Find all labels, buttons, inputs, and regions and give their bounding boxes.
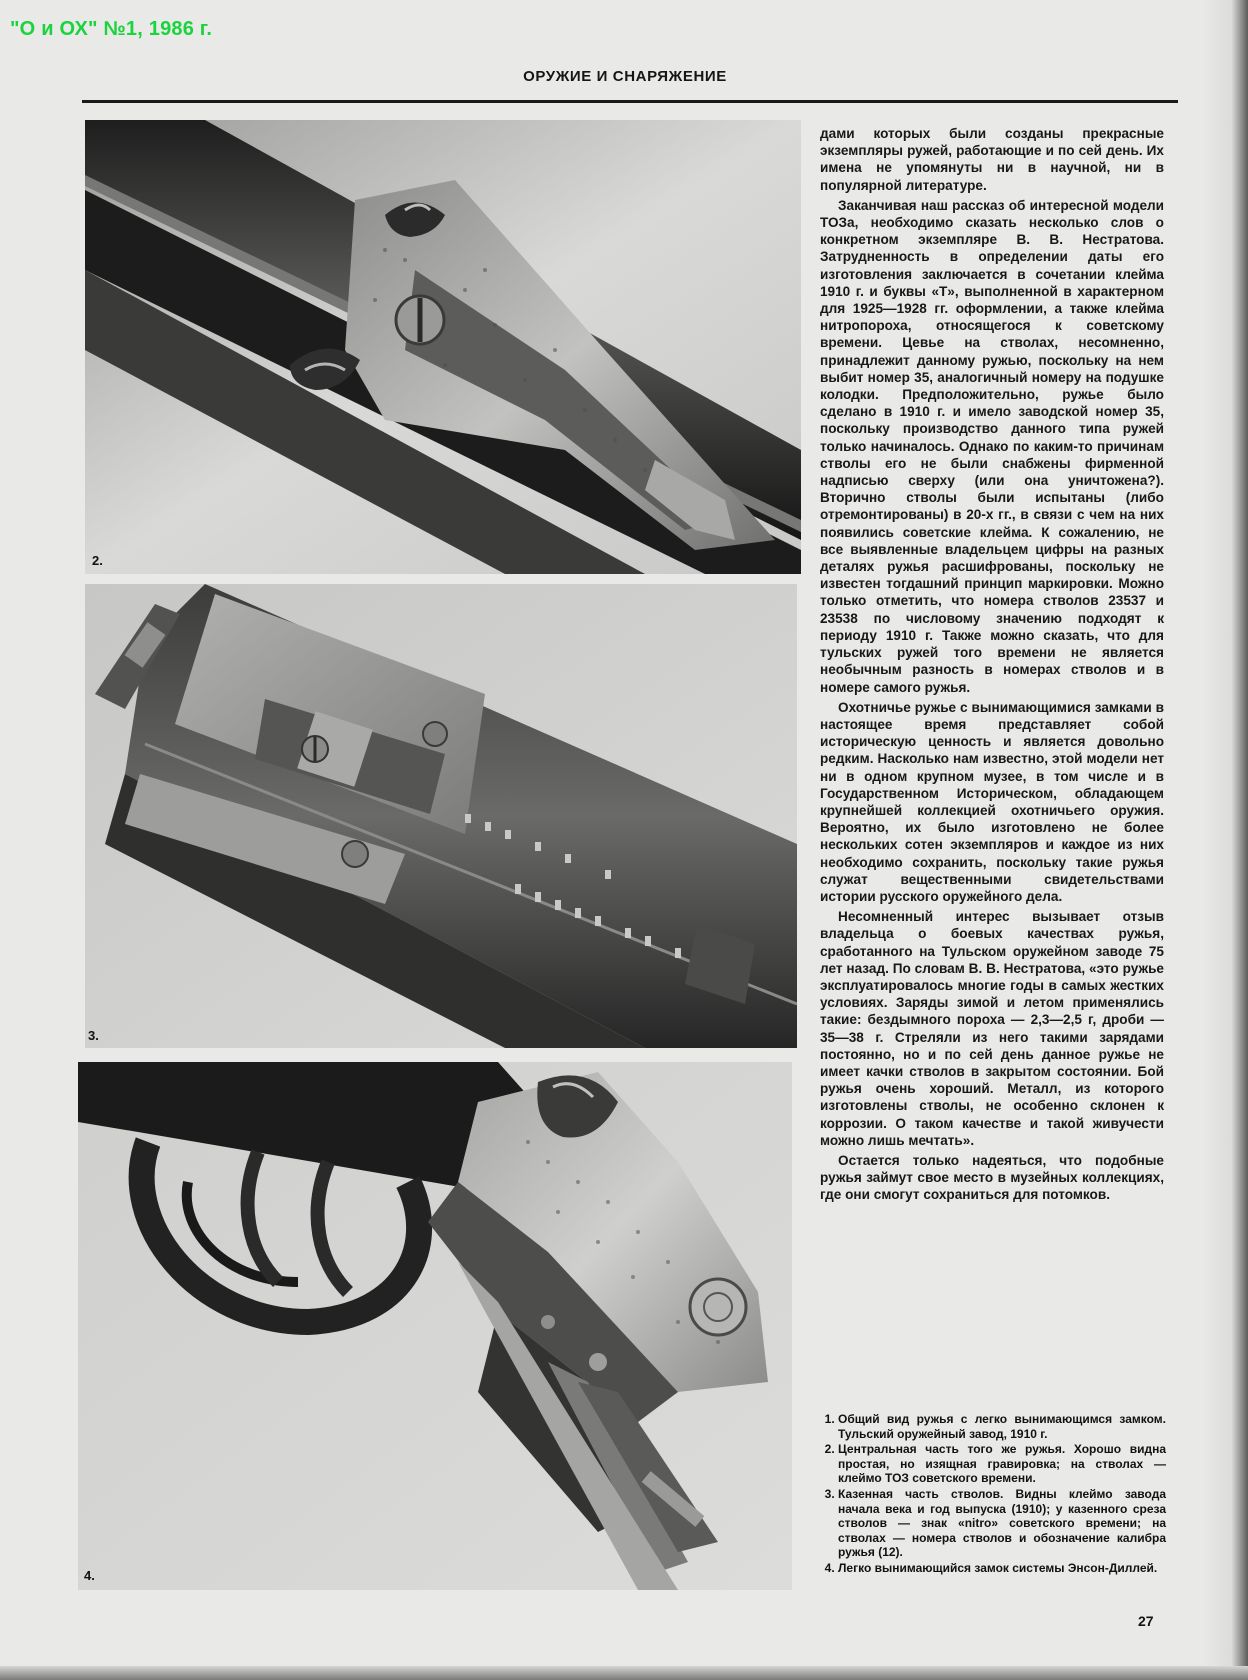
scan-edge-right xyxy=(1232,0,1248,1680)
figure-captions xyxy=(820,1412,1166,1577)
header-rule xyxy=(82,100,1178,103)
article-paragraph: дами которых были созданы прекрасные экземпляры ружей, работающие и по сей день. Их имена не упомянуты ни в научной, ни в популярной литературе. xyxy=(820,126,1164,193)
section-header: ОРУЖИЕ И СНАРЯЖЕНИЕ xyxy=(523,68,727,85)
article-paragraph: Заканчивая наш рассказ об интересной модели ТОЗа, необходимо сказать несколько слов о конкретном экземпляре В. В. Нестратова. Затрудненность в определении даты его изготовления заключается в сочетании клейма 1910 г. и буквы «Т», выполненной в характерном для 1925—1928 гг. оформлении, а также клейма нитропороха, относящегося к советскому времени. Цевье на стволах, несомненно, принадлежит данному ружью, поскольку на нем выбит номер 35, аналогичный номеру на подушке колодки. Предположительно, ружье было сделано в 1910 г. и имело заводской номер 35, поскольку производство данного типа ружей только начиналось. Однако по каким-то причинам стволы его не были снабжены фирменной надписью сверху (или она уничтожена?). Вторично стволы были испытаны (либо отремонтированы) в 20-х гг., в связи с чем на них появились советские клейма. К сожалению, не все выявленные владельцем цифры на разных деталях ружья расшифрованы, поскольку не известен тогдашний принцип маркировки. Можно только отметить, что номера стволов 23537 и 23538 по числовому значению подходят к периоду 1910 г. Также можно сказать, что для тульских ружей того времени не является необычным разность в номерах стволов и в номере самого ружья. xyxy=(820,197,1164,695)
caption-item: 1. Общий вид ружья с легко вынимающимся замком. Тульский оружейный завод, 1910 г. xyxy=(838,1412,1166,1441)
article-paragraph: Несомненный интерес вызывает отзыв владельца о боевых качествах ружья, сработанного на Тульском оружейном заводе 75 лет назад. По словам В. В. Нестратова, «это ружье эксплуатировалось многие годы в самых жестких условиях. Заряды зимой и летом применялись такие: бездымного пороха — 2,3—2,5 г, дроби — 35—38 г. Стреляли из него такими зарядами постоянно, но и по сей день данное ружье не имеет качки стволов в закрытом состоянии. Бой ружья очень хороший. Металл, из которого изготовлены стволы, не особенно склонен к коррозии. О таком качестве и такой живучести можно лишь мечтать». xyxy=(820,909,1164,1148)
article-paragraph: Охотничье ружье с вынимающимися замками в настоящее время представляет собой историческую ценность и является довольно редким. Насколько нам известно, этой модели нет ни в одном крупном музее, в том числе и в Государственном Историческом, обладающем крупнейшей коллекцией охотничьего оружия. Вероятно, их было изготовлено не более нескольких сотен экземпляров и каждое из них необходимо сохранить, поскольку такие ружья служат вещественными свидетельствами истории русского оружейного дела. xyxy=(820,699,1164,904)
caption-item: 3. Казенная часть стволов. Видны клеймо завода начала века и год выпуска (1910); у казенного среза стволов — знак «nitro» советского времени; на стволах — номера стволов и обозначение калибра ружья (12). xyxy=(838,1487,1166,1560)
photo-barrels-breech xyxy=(85,584,797,1048)
page-shadow xyxy=(1202,0,1232,1680)
scan-edge-bottom xyxy=(0,1666,1248,1680)
figure-number-4: 4. xyxy=(84,1568,95,1583)
figure-number-3: 3. xyxy=(88,1028,99,1043)
caption-item: 4. Легко вынимающийся замок системы Энсон-Диллей. xyxy=(838,1561,1166,1576)
photo-gun-central-part xyxy=(85,120,801,574)
page-number: 27 xyxy=(1138,1613,1154,1629)
article-paragraph: Остается только надеяться, что подобные ружья займут свое место в музейных коллекциях, где они смогут сохраниться для потомков. xyxy=(820,1152,1164,1203)
article-column xyxy=(820,125,1164,1204)
caption-item: 2. Центральная часть того же ружья. Хорошо видна простая, но изящная гравировка; на стволах — клеймо ТОЗ советского времени. xyxy=(838,1442,1166,1486)
photo-removable-lock xyxy=(78,1062,792,1590)
figure-number-2: 2. xyxy=(92,553,103,568)
source-label: "О и ОХ" №1, 1986 г. xyxy=(10,18,213,40)
